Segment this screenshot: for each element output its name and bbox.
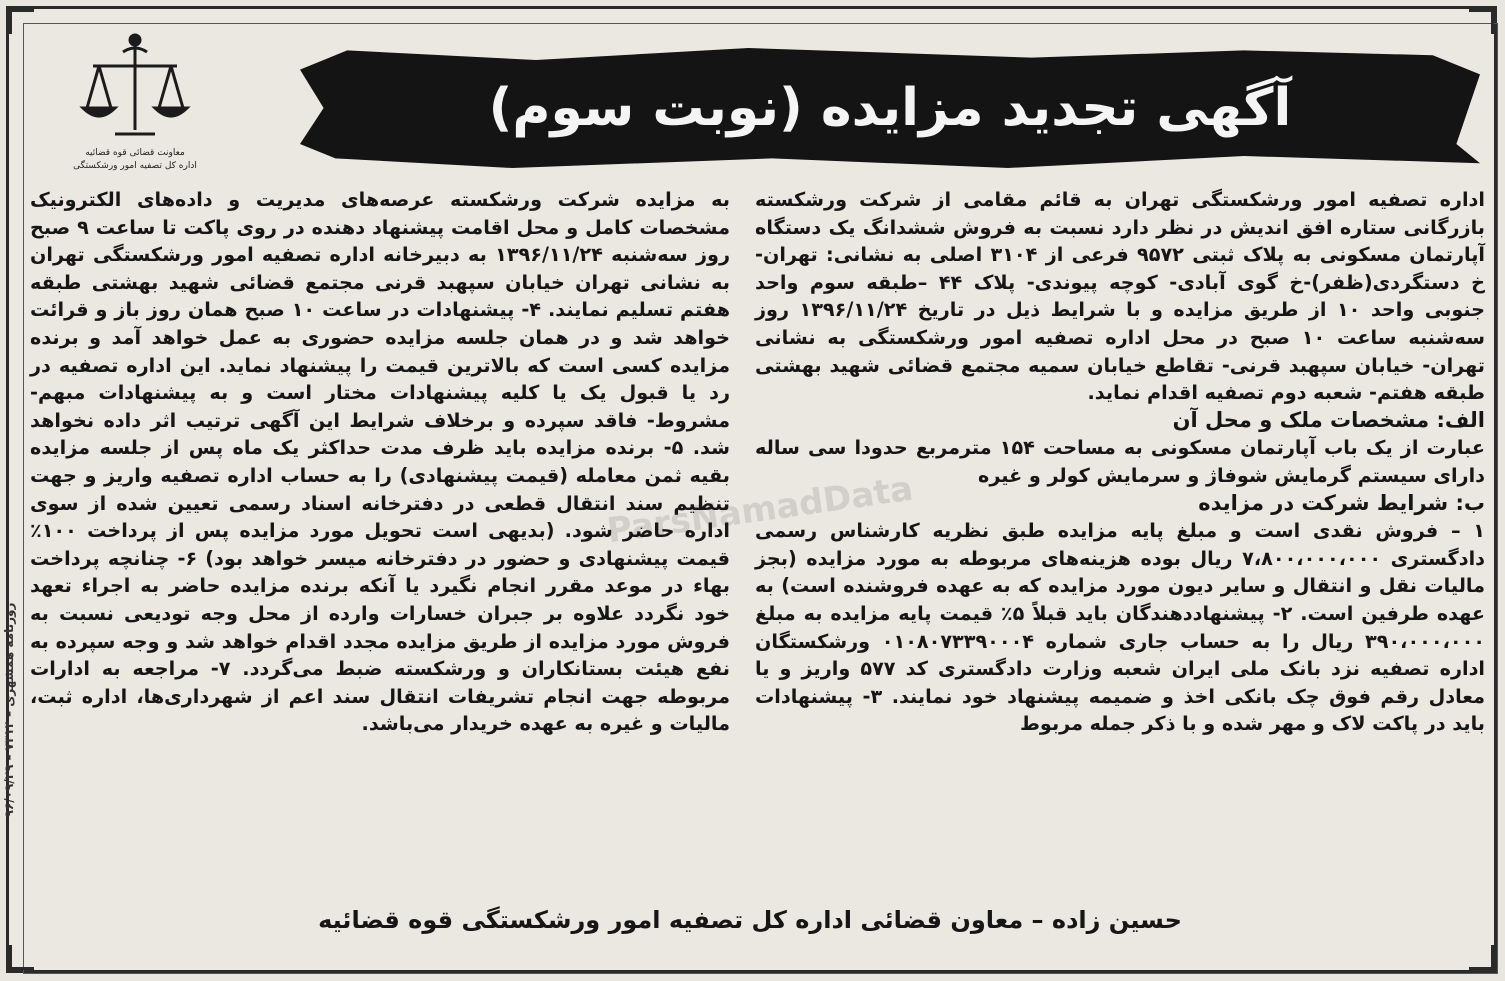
judiciary-emblem xyxy=(60,26,210,186)
scales-of-justice-icon xyxy=(75,26,195,146)
section-b-title: ب: شرایط شرکت در مزایده xyxy=(1198,490,1485,515)
left-column xyxy=(30,186,730,738)
section-b-body: ۱ – فروش نقدی است و مبلغ پایه مزایده طبق نظریه کارشناس رسمی دادگستری ۷،۸۰۰،۰۰۰،۰۰۰ ریال بوده هزینه‌های مربوطه به مورد مزایده (بجز مالیات نقل و انتقال و سایر دیون مورد مزایده که به عهده فروشنده است) به عهده طرفین است. ۲- پیشنهاددهندگان باید قبلاً ۵٪ قیمت پایه مزایده به مبلغ ۳۹۰،۰۰۰،۰۰۰ ریال را به حساب جاری شماره ۰۱۰۸۰۷۳۳۹۰۰۰۴ ورشکستگان اداره تصفیه نزد بانک ملی ایران شعبه وزارت دادگستری کد ۵۷۷ واریز و یا معادل رقم فوق چک بانکی اخذ و ضمیمه پیشنهاد خود نمایند. ۳- پیشنهادات باید در پاکت لاک و مهر شده و با ذکر جمله مربوط xyxy=(755,519,1485,736)
corner-ornament xyxy=(1469,945,1494,970)
emblem-caption-2: اداره کل تصفیه امور ورشکستگی xyxy=(73,161,197,171)
corner-ornament xyxy=(1469,9,1494,34)
watermark: ParsNamadData xyxy=(604,468,916,552)
newspaper-side-label: روزنامه همشهری – ۷۳۱۴ – ۹۶/۰۹/۲۹ xyxy=(2,602,16,818)
corner-ornament xyxy=(9,945,34,970)
intro-text: به قائم مقامی از شرکت ورشکسته بازرگانی ستاره افق اندیش در نظر دارد نسبت به فروش ششدانگ یک دستگاه آپارتمان مسکونی به پلاک ثبتی ۹۵۷۲ فرعی از ۳۱۰۴ اصلی به نشانی: تهران- خ دستگردی(ظفر)-خ گوی آبادی- کوچه پیوندی- پلاک ۴۴ –طبقه سوم واحد جنوبی واحد ۱۰ از طریق مزایده و با شرایط ذیل در تاریخ ۱۳۹۶/۱۱/۲۴ روز سه‌شنبه ساعت ۱۰ صبح در محل اداره تصفیه امور ورشکستگی به نشانی تهران- خیابان سپهبد قرنی- تقاطع خیابان سمیه مجتمع قضائی شهید بهشتی طبقه هفتم- شعبه دوم تصفیه اقدام نماید. xyxy=(755,188,1486,405)
section-a-body: عبارت از یک باب آپارتمان مسکونی به مساحت ۱۵۴ مترمربع حدودا سی ساله دارای سیستم گرمایش شوفاژ و سرمایش کولر و غیره xyxy=(755,436,1485,487)
emblem-caption-1: معاونت قضائی قوه قضائیه xyxy=(85,148,185,158)
intro-bold: اداره تصفیه امور ورشکستگی تهران xyxy=(1124,188,1485,211)
left-column-body: به مزایده شرکت ورشکسته عرصه‌های مدیریت و داده‌های الکترونیک مشخصات کامل و محل اقامت پیشنهاد دهنده در روی پاکت تا ساعت ۹ صبح روز سه‌شنبه ۱۳۹۶/۱۱/۲۴ به دبیرخانه اداره تصفیه امور ورشکستگی تهران به نشانی تهران خیابان سپهبد قرنی مجتمع قضائی شهید بهشتی طبقه هفتم تسلیم نمایند. ۴- پیشنهادات در ساعت ۱۰ صبح همان روز باز و قرائت خواهد شد و در همان جلسه مزایده حضوری به عمل خواهد آمد و برنده مزایده کسی است که بالاترین قیمت را پیشنهاد نماید. این اداره تصفیه در رد یا قبول یک یا کلیه پیشنهادات مختار است و به پیشنهادات مبهم- مشروط- فاقد سپرده و برخلاف شرایط این آگهی ترتیب اثر داده نخواهد شد. ۵- برنده مزایده باید ظرف مدت حداکثر یک ماه پس از جلسه مزایده بقیه ثمن معامله (قیمت پیشنهادی) را به حساب اداره تصفیه واریز و جهت تنظیم سند انتقال قطعی در دفترخانه اسناد رسمی تعیین شده از سوی اداره حاضر شود. (بدیهی است تحویل مورد مزایده پس از پرداخت ۱۰۰٪ قیمت پیشنهادی و حضور در دفترخانه میسر خواهد بود) ۶- چنانچه پرداخت بهاء در موعد مقرر انجام نگیرد یا آنکه برنده مزایده حاضر به اجراء تعهد خود نگردد علاوه بر جبران خسارات وارده از محل وجه تودیعی نسبت به فروش مورد مزایده از طریق مزایده مجدد اقدام خواهد شد و وجه سپرده به نفع هیئت بستانکاران و ورشکسته ضبط می‌گردد. ۷- مراجعه به ادارات مربوطه جهت انجام تشریفات انتقال سند اعم از شهرداری‌ها، اداره ثبت، مالیات و غیره به عهده خریدار می‌باشد. xyxy=(30,188,731,736)
corner-ornament xyxy=(9,9,34,34)
right-column xyxy=(755,186,1485,738)
section-a-title: الف: مشخصات ملک و محل آن xyxy=(1172,407,1485,432)
page-title: آگهی تجدید مزایده (نوبت سوم) xyxy=(488,78,1292,138)
signature-line: حسین زاده – معاون قضائی اداره کل تصفیه امور ورشکستگی قوه قضائیه xyxy=(318,906,1182,934)
intro-paragraph xyxy=(755,186,1485,407)
